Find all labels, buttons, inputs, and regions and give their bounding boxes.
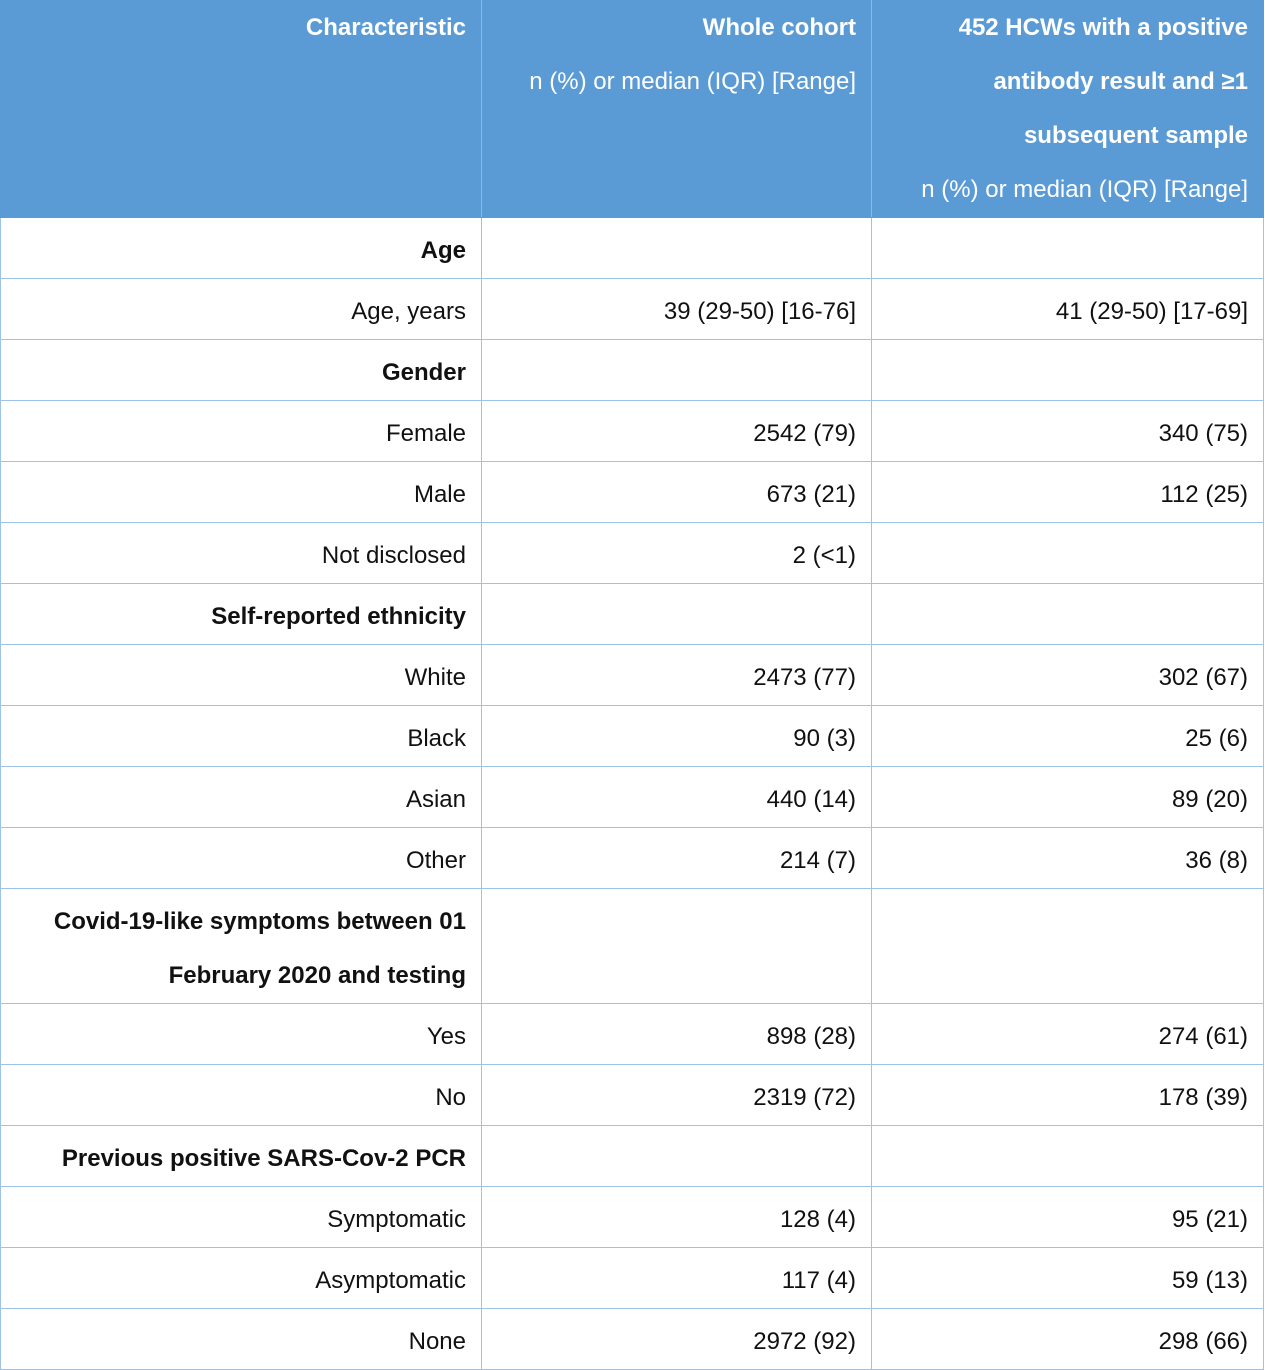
row-label-cell: Self-reported ethnicity xyxy=(1,584,482,645)
positive-hcws-cell: 36 (8) xyxy=(872,828,1264,889)
positive-hcws-cell: 302 (67) xyxy=(872,645,1264,706)
positive-hcws-cell xyxy=(872,584,1264,645)
table-row xyxy=(1,828,1264,889)
positive-hcws-cell xyxy=(872,889,1264,1004)
row-label-cell: Asymptomatic xyxy=(1,1248,482,1309)
header-whole-cohort-subtitle: n (%) or median (IQR) [Range] xyxy=(529,68,856,95)
whole-cohort-cell: 2473 (77) xyxy=(482,645,872,706)
row-label-cell: Asian xyxy=(1,767,482,828)
row-label-cell: White xyxy=(1,645,482,706)
header-characteristic-label: Characteristic xyxy=(305,14,466,41)
row-label-cell: Symptomatic xyxy=(1,1187,482,1248)
table-row xyxy=(1,462,1264,523)
positive-hcws-cell: 95 (21) xyxy=(872,1187,1264,1248)
whole-cohort-cell: 117 (4) xyxy=(482,1248,872,1309)
row-label-cell: Age, years xyxy=(1,279,482,340)
header-positive-hcws xyxy=(872,1,1264,218)
row-label-cell: Previous positive SARS-Cov-2 PCR xyxy=(1,1126,482,1187)
whole-cohort-cell xyxy=(482,218,872,279)
header-characteristic xyxy=(1,1,482,218)
table-row xyxy=(1,1309,1264,1370)
positive-hcws-cell xyxy=(872,340,1264,401)
positive-hcws-cell: 340 (75) xyxy=(872,401,1264,462)
whole-cohort-cell: 2972 (92) xyxy=(482,1309,872,1370)
positive-hcws-cell: 89 (20) xyxy=(872,767,1264,828)
whole-cohort-cell xyxy=(482,889,872,1004)
table-row xyxy=(1,767,1264,828)
positive-hcws-cell xyxy=(872,1126,1264,1187)
positive-hcws-cell: 178 (39) xyxy=(872,1065,1264,1126)
positive-hcws-cell: 112 (25) xyxy=(872,462,1264,523)
table-row xyxy=(1,401,1264,462)
whole-cohort-cell: 898 (28) xyxy=(482,1004,872,1065)
table-header-row xyxy=(1,1,1264,218)
positive-hcws-cell xyxy=(872,218,1264,279)
table-section-row xyxy=(1,1126,1264,1187)
table-section-row xyxy=(1,340,1264,401)
table-row xyxy=(1,1187,1264,1248)
positive-hcws-cell: 59 (13) xyxy=(872,1248,1264,1309)
whole-cohort-cell xyxy=(482,340,872,401)
whole-cohort-cell: 39 (29-50) [16-76] xyxy=(482,279,872,340)
row-label-cell: Male xyxy=(1,462,482,523)
table-row xyxy=(1,279,1264,340)
table-row xyxy=(1,523,1264,584)
row-label-cell: Female xyxy=(1,401,482,462)
table-row xyxy=(1,645,1264,706)
row-label-cell: Other xyxy=(1,828,482,889)
table-section-row xyxy=(1,584,1264,645)
row-label-cell: Gender xyxy=(1,340,482,401)
whole-cohort-cell: 2319 (72) xyxy=(482,1065,872,1126)
table-section-row xyxy=(1,218,1264,279)
row-label-cell: No xyxy=(1,1065,482,1126)
row-label-cell: Covid-19-like symptoms between 01 February 2020 and testing xyxy=(1,889,482,1004)
row-label-cell: Black xyxy=(1,706,482,767)
positive-hcws-cell: 41 (29-50) [17-69] xyxy=(872,279,1264,340)
whole-cohort-cell: 214 (7) xyxy=(482,828,872,889)
whole-cohort-cell: 90 (3) xyxy=(482,706,872,767)
positive-hcws-cell: 274 (61) xyxy=(872,1004,1264,1065)
header-whole-cohort-title: Whole cohort xyxy=(702,14,856,41)
whole-cohort-cell xyxy=(482,584,872,645)
positive-hcws-cell: 298 (66) xyxy=(872,1309,1264,1370)
whole-cohort-cell: 673 (21) xyxy=(482,462,872,523)
table-row xyxy=(1,706,1264,767)
positive-hcws-cell xyxy=(872,523,1264,584)
positive-hcws-cell: 25 (6) xyxy=(872,706,1264,767)
header-whole-cohort xyxy=(482,1,872,218)
row-label-cell: Not disclosed xyxy=(1,523,482,584)
table-body xyxy=(1,218,1264,1370)
header-positive-hcws-title: 452 HCWs with a positive antibody result and ≥1 subsequent sample xyxy=(958,14,1248,149)
row-label-cell: Age xyxy=(1,218,482,279)
row-label-cell: Yes xyxy=(1,1004,482,1065)
table-section-row xyxy=(1,889,1264,1004)
table-row xyxy=(1,1065,1264,1126)
whole-cohort-cell: 128 (4) xyxy=(482,1187,872,1248)
whole-cohort-cell: 2542 (79) xyxy=(482,401,872,462)
whole-cohort-cell: 2 (<1) xyxy=(482,523,872,584)
whole-cohort-cell: 440 (14) xyxy=(482,767,872,828)
row-label-cell: None xyxy=(1,1309,482,1370)
header-positive-hcws-subtitle: n (%) or median (IQR) [Range] xyxy=(921,176,1248,203)
table-row xyxy=(1,1004,1264,1065)
whole-cohort-cell xyxy=(482,1126,872,1187)
table-row xyxy=(1,1248,1264,1309)
